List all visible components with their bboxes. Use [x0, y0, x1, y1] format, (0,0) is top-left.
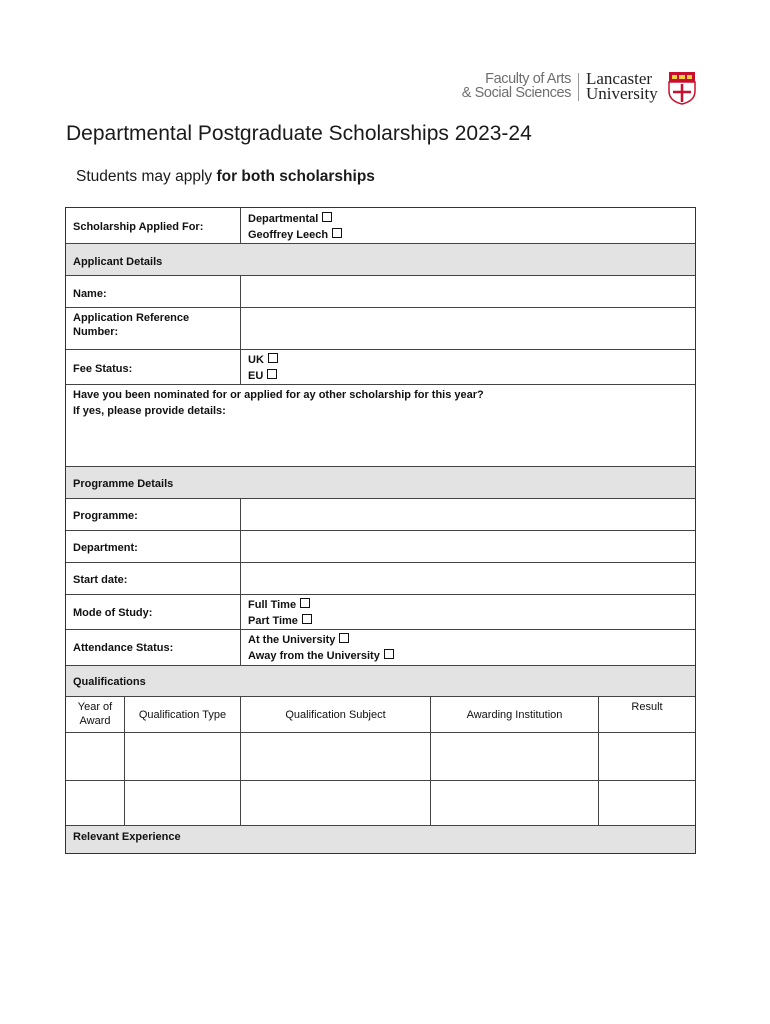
attendance-status-options: At the University Away from the University [248, 632, 394, 664]
type-cell[interactable] [125, 781, 240, 825]
header-logo [458, 70, 698, 110]
app-ref-row [66, 307, 695, 349]
awarding-institution-header: Awarding Institution [466, 709, 563, 721]
subject-cell[interactable] [241, 781, 430, 825]
start-date-field[interactable] [241, 563, 695, 594]
away-from-university-checkbox[interactable] [384, 649, 394, 659]
relevant-experience-header: Relevant Experience [66, 825, 695, 853]
result-header: Result [631, 701, 663, 713]
qualification-type-header: Qualification Type [138, 709, 227, 721]
university-crest-icon [668, 71, 696, 105]
fee-status-row [66, 349, 695, 384]
programme-details-header: Programme Details [66, 466, 695, 498]
department-field[interactable] [241, 531, 695, 562]
name-label: Name: [73, 288, 107, 300]
attendance-status-label: Attendance Status: [73, 642, 174, 654]
programme-field[interactable] [241, 499, 695, 530]
qualification-row [66, 732, 695, 780]
programme-row [66, 498, 695, 530]
page-title: Departmental Postgraduate Scholarships 2023-24 [66, 122, 532, 145]
type-cell[interactable] [125, 733, 240, 780]
scholarship-options: Departmental Geoffrey Leech [248, 211, 342, 243]
qualification-column-headers [66, 696, 695, 732]
fee-status-label: Fee Status: [73, 363, 133, 375]
subject-cell[interactable] [241, 733, 430, 780]
institution-cell[interactable] [431, 733, 598, 780]
uk-checkbox[interactable] [268, 353, 278, 363]
start-date-label: Start date: [73, 574, 128, 586]
other-scholarship-row[interactable] [66, 384, 695, 466]
scholarship-row [66, 208, 695, 243]
year-cell[interactable] [66, 733, 124, 780]
full-time-checkbox[interactable] [300, 598, 310, 608]
mode-of-study-row [66, 594, 695, 629]
name-field[interactable] [241, 276, 695, 307]
qualification-subject-header: Qualification Subject [285, 709, 386, 721]
eu-checkbox[interactable] [267, 369, 277, 379]
applicant-details-header: Applicant Details [66, 243, 695, 275]
application-form [65, 207, 696, 854]
mode-of-study-options: Full Time Part Time [248, 597, 312, 629]
mode-of-study-label: Mode of Study: [73, 607, 153, 619]
department-row [66, 530, 695, 562]
part-time-checkbox[interactable] [302, 614, 312, 624]
scholarship-label: Scholarship Applied For: [73, 221, 204, 233]
result-cell[interactable] [599, 781, 695, 825]
university-name: Lancaster University [586, 69, 658, 103]
start-date-row [66, 562, 695, 594]
institution-cell[interactable] [431, 781, 598, 825]
fee-status-options: UK EU [248, 352, 278, 384]
qualifications-header: Qualifications [66, 665, 695, 696]
year-of-award-header: Year of Award [77, 701, 113, 727]
name-row [66, 275, 695, 307]
other-scholarship-question: Have you been nominated for or applied for ay other scholarship for this year? If yes, please provide details: [73, 389, 484, 417]
at-university-checkbox[interactable] [339, 633, 349, 643]
qualification-row [66, 780, 695, 825]
programme-label: Programme: [73, 510, 138, 522]
result-cell[interactable] [599, 733, 695, 780]
year-cell[interactable] [66, 781, 124, 825]
app-ref-field[interactable] [241, 308, 695, 349]
attendance-status-row [66, 629, 695, 665]
app-ref-label: Application Reference Number: [73, 312, 190, 338]
department-label: Department: [73, 542, 138, 554]
departmental-checkbox[interactable] [322, 212, 332, 222]
faculty-name: Faculty of Arts & Social Sciences [461, 71, 571, 101]
geoffrey-leech-checkbox[interactable] [332, 228, 342, 238]
subtitle: Students may apply for both scholarships [76, 168, 375, 185]
logo-divider [578, 73, 579, 101]
